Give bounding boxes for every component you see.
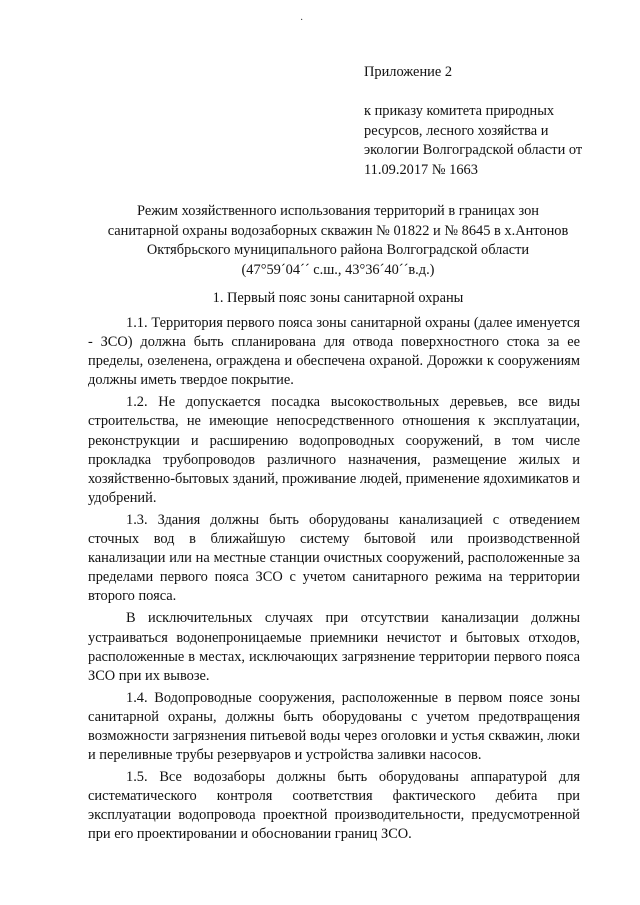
document-title-line: Режим хозяйственного использования территорий в границах зон bbox=[137, 203, 539, 219]
paragraph-1-1: 1.1. Территория первого пояса зоны санитарной охраны (далее именуется - ЗСО) должна быть спланирована для отвода поверхностного стока за ее пределы, озеленена, ограждена и обеспечена охраной. Дорожки к сооружениям должны иметь твердое покрытие. bbox=[88, 315, 580, 389]
document-title-line: санитарной охраны водозаборных скважин № 01822 и № 8645 в х.Антонов bbox=[107, 222, 569, 239]
paragraph-1-5: 1.5. Все водозаборы должны быть оборудованы аппаратурой для систематического контроля соответствия фактического дебита при эксплуатации водопровода проектной производительности, предусмотренной при его проектировании и обосновании границ ЗСО. bbox=[88, 769, 580, 843]
body-text bbox=[88, 314, 580, 848]
document-title-line: (47°59´04´´ с.ш., 43°36´40´´в.д.) bbox=[241, 261, 435, 278]
paragraph-1-2: 1.2. Не допускается посадка высокоствольных деревьев, все виды строительства, не имеющие непосредственного отношения к эксплуатации, реконструкции и расширению водопроводных сооружений, в том числе прокладка трубопроводов различного назначения, размещение жилых и хозяйственно-бытовых зданий, проживание людей, применение ядохимикатов и удобрений. bbox=[88, 394, 580, 506]
annex-block bbox=[364, 63, 604, 180]
document-title-line: Октябрьского муниципального района Волгоградской области bbox=[146, 242, 530, 258]
document-title bbox=[88, 202, 588, 280]
paragraph-1-4: 1.4. Водопроводные сооружения, расположенные в первом поясе зоны санитарной охраны, должны быть оборудованы с учетом предотвращения возможности загрязнения питьевой воды через оголовки и устья скважин, люки и переливные трубы резервуаров и устройства заливки насосов. bbox=[88, 689, 580, 764]
paragraph-exceptional-cases: В исключительных случаях при отсутствии канализации должны устраиваться водонепроницаемые приемники нечистот и бытовых отходов, расположенные в местах, исключающих загрязнение территории первого пояса ЗСО при их вывозе. bbox=[88, 610, 580, 684]
annex-text: к приказу комитета природных ресурсов, лесного хозяйства и экологии Волгоградской области от 11.09.2017 № 1663 bbox=[364, 103, 583, 178]
annex-title: Приложение 2 bbox=[364, 64, 453, 80]
paragraph-1-3: 1.3. Здания должны быть оборудованы канализацией с отведением сточных вод в ближайшую систему бытовой или производственной канализации или на местные станции очистных сооружений, расположенные за пределами первого пояса ЗСО с учетом санитарного режима на территории второго пояса. bbox=[88, 511, 580, 605]
scan-artifact-dot: · bbox=[300, 15, 304, 26]
section-heading: 1. Первый пояс зоны санитарной охраны bbox=[212, 290, 464, 306]
